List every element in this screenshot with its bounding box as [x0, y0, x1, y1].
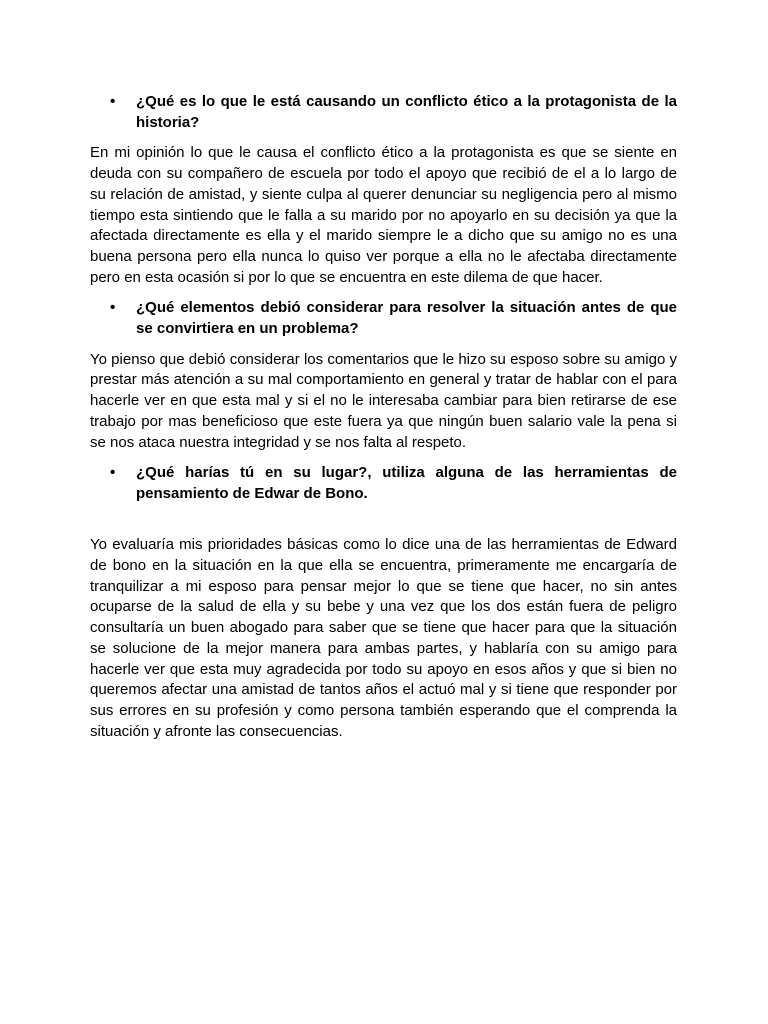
question-3-text: ¿Qué harías tú en su lugar?, utiliza alguna de las herramientas de pensamiento de Edwar de Bono. — [136, 464, 677, 502]
question-2 — [90, 298, 677, 339]
bullet-2: • — [110, 299, 116, 317]
answer-1: En mi opinión lo que le causa el conflicto ético a la protagonista es que se siente en deuda con su compañero de escuela por todo el apoyo que recibió de el a lo largo de su relación de amistad, y siente culpa al querer denunciar su negligencia pero al mismo tiempo esta sintiendo que le falla a su marido por no apoyarlo en su decisión ya que la afectada directamente es ella y el marido siempre le a dicho que su amigo no es una buena persona pero ella nunca lo quiso ver porque a ella no le afectaba directamente pero en esta ocasión si por lo que se encuentra en este dilema de que hacer. — [90, 144, 677, 286]
question-1 — [90, 92, 677, 133]
question-1-text: ¿Qué es lo que le está causando un conflicto ético a la protagonista de la historia? — [136, 93, 677, 131]
question-3 — [90, 463, 677, 504]
blank-line — [90, 515, 677, 536]
answer-2: Yo pienso que debió considerar los comentarios que le hizo su esposo sobre su amigo y prestar más atención a su mal comportamiento en general y tratar de hablar con el para hacerle ver en que esta mal y si el no le interesaba cambiar para bien retirarse de ese trabajo por mas beneficioso que este fuera ya que ningún buen salario vale la pena si se nos ataca nuestra integridad y se nos falta al respeto. — [90, 350, 677, 451]
answer-3: Yo evaluaría mis prioridades básicas como lo dice una de las herramientas de Edward de bono en la situación en la que ella se encuentra, primeramente me encargaría de tranquilizar a mi esposo para pensar mejor lo que se tiene que hacer, no sin antes ocuparse de la salud de ella y su bebe y una vez que los dos están fuera de peligro consultaría un buen abogado para saber que se tiene que hacer para que la situación se solucione de la mejor manera para ambas partes, y hablaría con su amigo para hacerle ver que esta muy agradecida por todo su apoyo en esos años y que si bien no queremos afectar una amistad de tantos años el actuó mal y si tiene que responder por sus errores en su profesión y como persona también esperando que el comprenda la situación y afronte las consecuencias. — [90, 536, 677, 740]
bullet-1: • — [110, 93, 116, 110]
question-2-text: ¿Qué elementos debió considerar para resolver la situación antes de que se convirtiera en un problema? — [136, 299, 677, 338]
document-body — [90, 92, 677, 752]
bullet-3: • — [110, 464, 116, 482]
